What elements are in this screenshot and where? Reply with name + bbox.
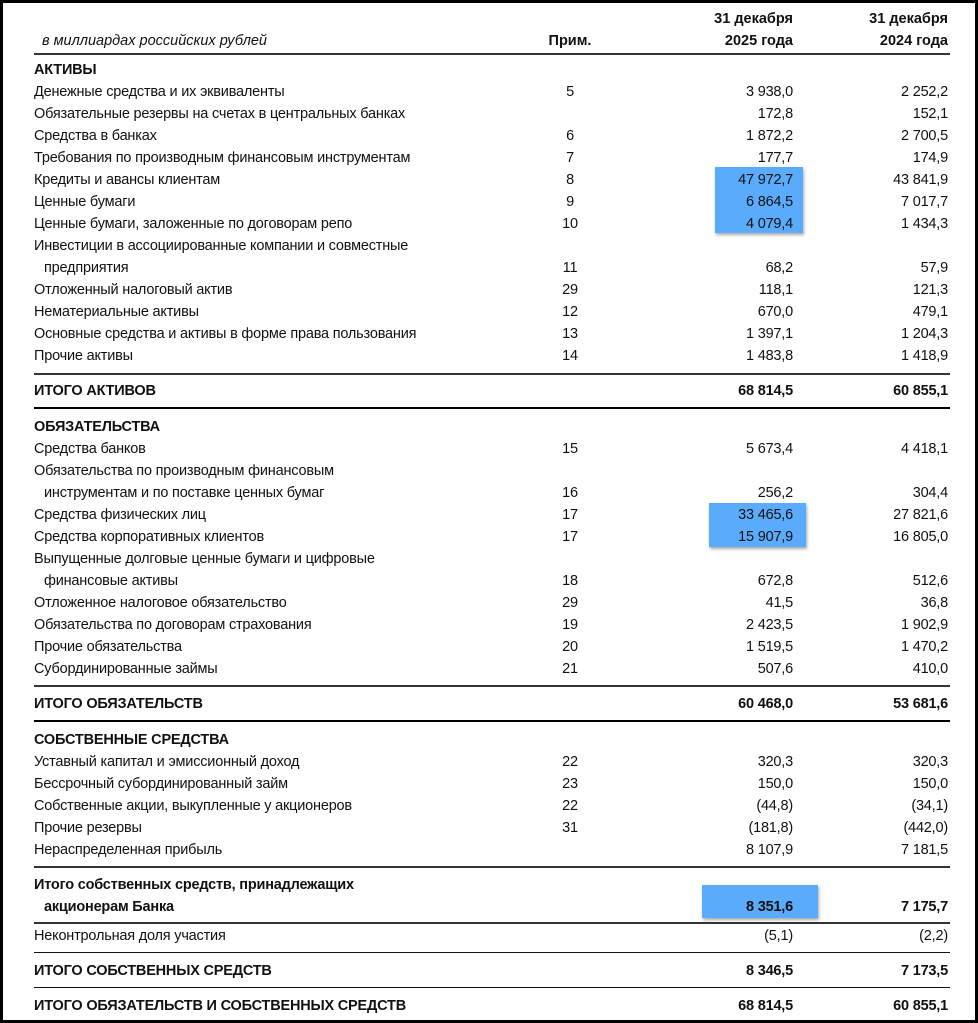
table-row: Требования по производным финансовым инструментам 7 177,7 174,9 — [34, 150, 948, 166]
table-row-highlighted: Кредиты и авансы клиентам 8 47 972,7 43 841,9 — [34, 172, 948, 188]
table-row-continuation: предприятия 11 68,2 57,9 — [44, 260, 948, 276]
divider-thick — [34, 407, 950, 409]
divider — [34, 373, 950, 375]
table-row: Собственные акции, выкупленные у акционеров 22 (44,8) (34,1) — [34, 798, 948, 814]
table-row-continuation: финансовые активы 18 672,8 512,6 — [44, 573, 948, 589]
total-row-equity: ИТОГО СОБСТВЕННЫХ СРЕДСТВ 8 346,5 7 173,5 — [34, 963, 948, 979]
divider — [34, 866, 950, 868]
section-title-liabilities: ОБЯЗАТЕЛЬСТВА — [34, 419, 160, 435]
divider-thick — [34, 720, 950, 722]
table-row-highlighted: Ценные бумаги 9 6 864,5 7 017,7 — [34, 194, 948, 210]
table-row: Нематериальные активы 12 670,0 479,1 — [34, 304, 948, 320]
table-row: Обязательства по производным финансовым — [34, 463, 334, 479]
units-caption: в миллиардах российских рублей — [42, 33, 267, 49]
table-row: Бессрочный субординированный займ 23 150,0 150,0 — [34, 776, 948, 792]
divider — [34, 685, 950, 687]
shareholders-total-row: Итого собственных средств, принадлежащих — [34, 877, 354, 893]
total-row-assets: ИТОГО АКТИВОВ 68 814,5 60 855,1 — [34, 383, 948, 399]
table-row-highlighted: Ценные бумаги, заложенные по договорам репо 10 4 079,4 1 434,3 — [34, 216, 948, 232]
divider — [34, 987, 950, 988]
table-row-highlighted: Средства корпоративных клиентов 17 15 907,9 16 805,0 — [34, 529, 948, 545]
col-2025-header-line2: 2025 года — [724, 33, 793, 49]
table-row: Средства в банках 6 1 872,2 2 700,5 — [34, 128, 948, 144]
table-row: Обязательства по договорам страхования 19 2 423,5 1 902,9 — [34, 617, 948, 633]
shareholders-total-row-continuation: акционерам Банка 8 351,6 7 175,7 — [44, 899, 948, 915]
table-row: Обязательные резервы на счетах в центральных банках 172,8 152,1 — [34, 106, 948, 122]
table-row: Прочие активы 14 1 483,8 1 418,9 — [34, 348, 948, 364]
table-row: Прочие резервы 31 (181,8) (442,0) — [34, 820, 948, 836]
section-title-assets: АКТИВЫ — [34, 62, 97, 78]
table-row: Прочие обязательства 20 1 519,5 1 470,2 — [34, 639, 948, 655]
table-row: Средства банков 15 5 673,4 4 418,1 — [34, 441, 948, 457]
total-row-liabilities: ИТОГО ОБЯЗАТЕЛЬСТВ 60 468,0 53 681,6 — [34, 696, 948, 712]
table-row: Основные средства и активы в форме права пользования 13 1 397,1 1 204,3 — [34, 326, 948, 342]
header-divider — [34, 53, 950, 55]
table-row: Отложенное налоговое обязательство 29 41,5 36,8 — [34, 595, 948, 611]
table-row: Нераспределенная прибыль 8 107,9 7 181,5 — [34, 842, 948, 858]
table-row: Уставный капитал и эмиссионный доход 22 320,3 320,3 — [34, 754, 948, 770]
divider — [34, 922, 950, 924]
grand-total-row: ИТОГО ОБЯЗАТЕЛЬСТВ И СОБСТВЕННЫХ СРЕДСТВ 68 814,5 60 855,1 — [34, 998, 948, 1014]
table-row: Денежные средства и их эквиваленты 5 3 938,0 2 252,2 — [34, 84, 948, 100]
table-row: Субординированные займы 21 507,6 410,0 — [34, 661, 948, 677]
col-2024-header-line1: 31 декабря — [869, 11, 948, 27]
table-row: Выпущенные долговые ценные бумаги и цифровые — [34, 551, 375, 567]
col-2024-header-line2: 2024 года — [879, 33, 948, 49]
note-column-header: Прим. — [548, 33, 592, 49]
section-title-equity: СОБСТВЕННЫЕ СРЕДСТВА — [34, 732, 229, 748]
col-2025-header-line1: 31 декабря — [714, 11, 793, 27]
divider — [34, 952, 950, 953]
table-row: Отложенный налоговый актив 29 118,1 121,3 — [34, 282, 948, 298]
table-row-continuation: инструментам и по поставке ценных бумаг 16 256,2 304,4 — [44, 485, 948, 501]
table-row-highlighted: Средства физических лиц 17 33 465,6 27 821,6 — [34, 507, 948, 523]
table-row: Инвестиции в ассоциированные компании и совместные — [34, 238, 409, 254]
noncontrolling-row: Неконтрольная доля участия (5,1) (2,2) — [34, 928, 948, 944]
